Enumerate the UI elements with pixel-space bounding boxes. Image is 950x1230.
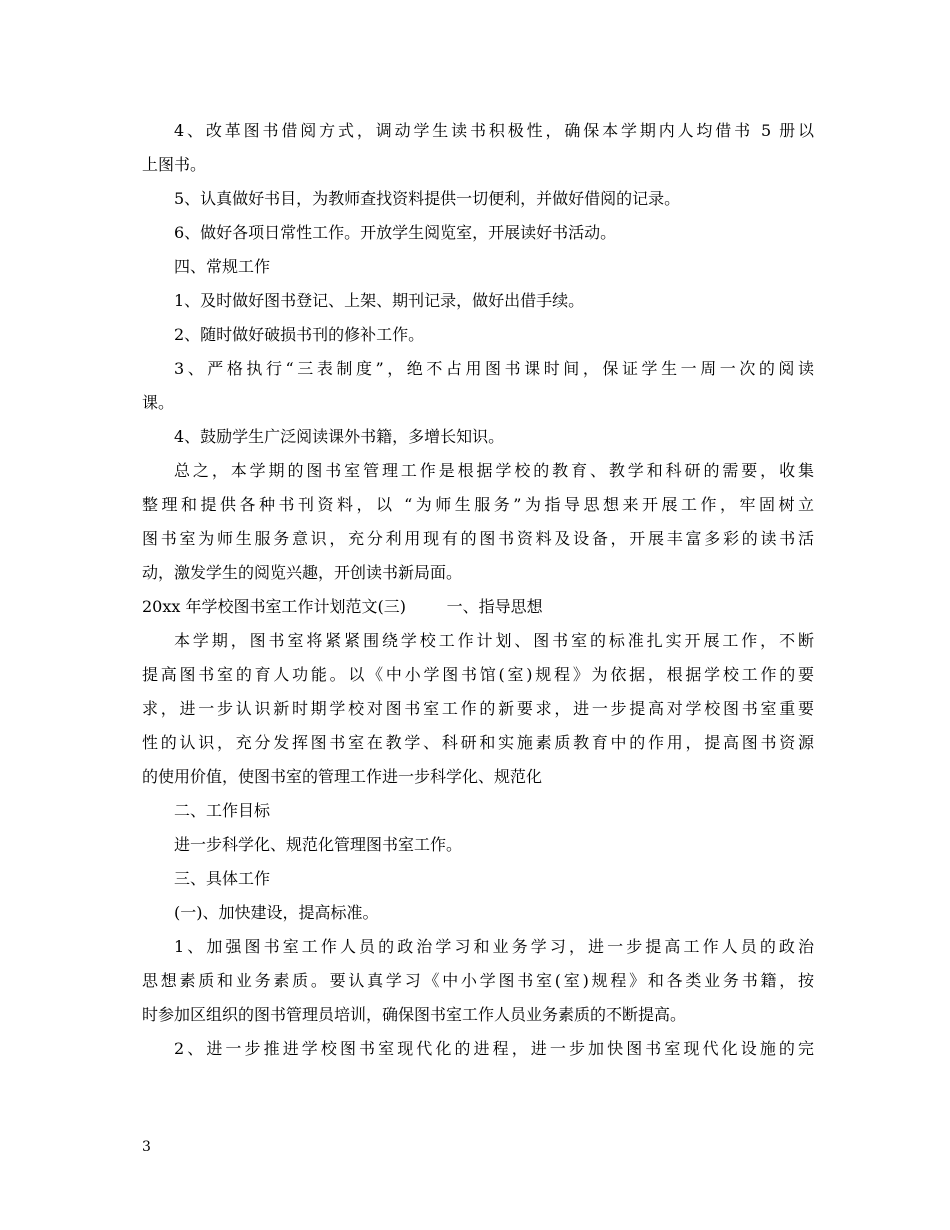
text-line: 4、鼓励学生广泛阅读课外书籍，多增长知识。 [174, 427, 505, 446]
text-line: 3、严格执行“三表制度”，绝不占用图书课时间，保证学生一周一次的阅读 [174, 359, 814, 378]
text-line: 5、认真做好书目，为教师查找资料提供一切便利，并做好借阅的记录。 [174, 189, 681, 208]
text-line: 四、常规工作 [174, 257, 271, 276]
text-line: 1、加强图书室工作人员的政治学习和业务学习，进一步提高工作人员的政治 [174, 937, 814, 956]
text-line: 2、随时做好破损书刊的修补工作。 [174, 325, 425, 344]
text-line: 二、工作目标 [174, 801, 271, 820]
text-line: 提高图书室的育人功能。以《中小学图书馆(室)规程》为依据，根据学校工作的要 [142, 665, 814, 684]
text-line: 三、具体工作 [174, 869, 271, 888]
text-line: 整理和提供各种书刊资料，以 “为师生服务”为指导思想来开展工作，牢固树立 [142, 495, 814, 514]
text-line: 进一步科学化、规范化管理图书室工作。 [174, 835, 463, 854]
text-line: 思想素质和业务素质。要认真学习《中小学图书室(室)规程》和各类业务书籍，按 [142, 971, 814, 990]
text-line: 2、进一步推进学校图书室现代化的进程，进一步加快图书室现代化设施的完 [174, 1039, 814, 1058]
text-line: 1、及时做好图书登记、上架、期刊记录，做好出借手续。 [174, 291, 585, 310]
text-line: 课。 [142, 393, 175, 412]
text-line: 动，激发学生的阅览兴趣，开创读书新局面。 [142, 563, 463, 582]
text-line: 的使用价值，使图书室的管理工作进一步科学化、规范化 [142, 767, 543, 786]
document-body [142, 114, 814, 1066]
page-number: 3 [142, 1139, 151, 1155]
text-line: 6、做好各项日常性工作。开放学生阅览室，开展读好书活动。 [174, 223, 617, 242]
section-heading-line: 20xx 年学校图书室工作计划范文(三) 一、指导思想 [142, 597, 543, 616]
text-line: 性的认识，充分发挥图书室在教学、科研和实施素质教育中的作用，提高图书资源 [142, 733, 814, 752]
text-line: 图书室为师生服务意识，充分利用现有的图书资料及设备，开展丰富多彩的读书活 [142, 529, 814, 548]
text-line: (一)、加快建设，提高标准。 [174, 903, 379, 922]
text-line: 上图书。 [142, 155, 207, 174]
text-line: 4、改革图书借阅方式，调动学生读书积极性，确保本学期内人均借书 5 册以 [174, 121, 814, 140]
text-line: 求，进一步认识新时期学校对图书室工作的新要求，进一步提高对学校图书室重要 [142, 699, 814, 718]
text-line: 本学期，图书室将紧紧围绕学校工作计划、图书室的标准扎实开展工作，不断 [174, 631, 814, 650]
text-line: 总之，本学期的图书室管理工作是根据学校的教育、教学和科研的需要，收集 [174, 461, 814, 480]
text-line: 时参加区组织的图书管理员培训，确保图书室工作人员业务素质的不断提高。 [142, 1005, 687, 1024]
